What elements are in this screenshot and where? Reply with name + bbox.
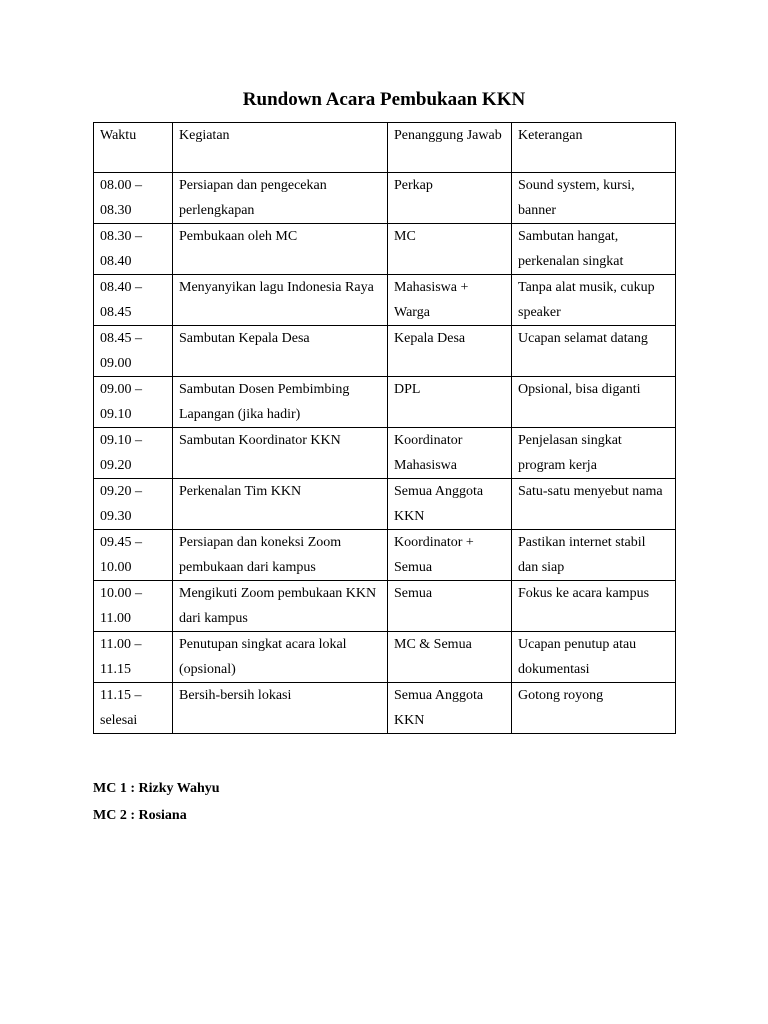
cell-keterangan: Tanpa alat musik, cukup speaker: [512, 275, 676, 326]
cell-keterangan: Ucapan selamat datang: [512, 326, 676, 377]
cell-waktu: 09.00 – 09.10: [94, 377, 173, 428]
cell-penanggung-jawab: MC: [388, 224, 512, 275]
cell-kegiatan: Perkenalan Tim KKN: [173, 479, 388, 530]
table-row: [94, 377, 676, 428]
mc-2-line: MC 2 : Rosiana: [93, 808, 187, 823]
cell-penanggung-jawab: Koordinator Mahasiswa: [388, 428, 512, 479]
table-row: [94, 428, 676, 479]
header-waktu: Waktu: [94, 123, 173, 173]
cell-waktu: 11.00 – 11.15: [94, 632, 173, 683]
table-row: [94, 173, 676, 224]
cell-penanggung-jawab: DPL: [388, 377, 512, 428]
cell-kegiatan: Sambutan Koordinator KKN: [173, 428, 388, 479]
cell-waktu: 09.20 – 09.30: [94, 479, 173, 530]
header-keterangan: Keterangan: [512, 123, 676, 173]
cell-keterangan: Gotong royong: [512, 683, 676, 734]
cell-penanggung-jawab: MC & Semua: [388, 632, 512, 683]
table-row: [94, 530, 676, 581]
cell-waktu: 08.40 – 08.45: [94, 275, 173, 326]
cell-kegiatan: Sambutan Kepala Desa: [173, 326, 388, 377]
cell-waktu: 09.45 – 10.00: [94, 530, 173, 581]
cell-waktu: 08.45 – 09.00: [94, 326, 173, 377]
cell-waktu: 08.30 – 08.40: [94, 224, 173, 275]
cell-kegiatan: Mengikuti Zoom pembukaan KKN dari kampus: [173, 581, 388, 632]
header-penanggung-jawab: Penanggung Jawab: [388, 123, 512, 173]
cell-penanggung-jawab: Perkap: [388, 173, 512, 224]
mc-1-line: MC 1 : Rizky Wahyu: [93, 781, 220, 796]
cell-penanggung-jawab: Semua Anggota KKN: [388, 479, 512, 530]
table-row: [94, 275, 676, 326]
cell-keterangan: Sound system, kursi, banner: [512, 173, 676, 224]
cell-waktu: 11.15 – selesai: [94, 683, 173, 734]
table-row: [94, 632, 676, 683]
table-row: [94, 581, 676, 632]
cell-keterangan: Pastikan internet stabil dan siap: [512, 530, 676, 581]
table-row: [94, 683, 676, 734]
cell-penanggung-jawab: Koordinator + Semua: [388, 530, 512, 581]
cell-kegiatan: Sambutan Dosen Pembimbing Lapangan (jika hadir): [173, 377, 388, 428]
cell-waktu: 09.10 – 09.20: [94, 428, 173, 479]
page-title: Rundown Acara Pembukaan KKN: [242, 89, 526, 110]
cell-kegiatan: Pembukaan oleh MC: [173, 224, 388, 275]
cell-keterangan: Penjelasan singkat program kerja: [512, 428, 676, 479]
table-row: [94, 326, 676, 377]
cell-keterangan: Ucapan penutup atau dokumentasi: [512, 632, 676, 683]
cell-keterangan: Sambutan hangat, perkenalan singkat: [512, 224, 676, 275]
cell-kegiatan: Bersih-bersih lokasi: [173, 683, 388, 734]
header-kegiatan: Kegiatan: [173, 123, 388, 173]
cell-kegiatan: Menyanyikan lagu Indonesia Raya: [173, 275, 388, 326]
cell-penanggung-jawab: Semua Anggota KKN: [388, 683, 512, 734]
cell-keterangan: Fokus ke acara kampus: [512, 581, 676, 632]
cell-waktu: 08.00 – 08.30: [94, 173, 173, 224]
table-row: [94, 224, 676, 275]
table-row: [94, 479, 676, 530]
cell-keterangan: Satu-satu menyebut nama: [512, 479, 676, 530]
cell-kegiatan: Persiapan dan koneksi Zoom pembukaan dari kampus: [173, 530, 388, 581]
rundown-table: [93, 122, 676, 734]
cell-kegiatan: Persiapan dan pengecekan perlengkapan: [173, 173, 388, 224]
cell-waktu: 10.00 – 11.00: [94, 581, 173, 632]
cell-penanggung-jawab: Kepala Desa: [388, 326, 512, 377]
table-header-row: [94, 123, 676, 173]
cell-keterangan: Opsional, bisa diganti: [512, 377, 676, 428]
cell-penanggung-jawab: Semua: [388, 581, 512, 632]
cell-kegiatan: Penutupan singkat acara lokal (opsional): [173, 632, 388, 683]
cell-penanggung-jawab: Mahasiswa + Warga: [388, 275, 512, 326]
